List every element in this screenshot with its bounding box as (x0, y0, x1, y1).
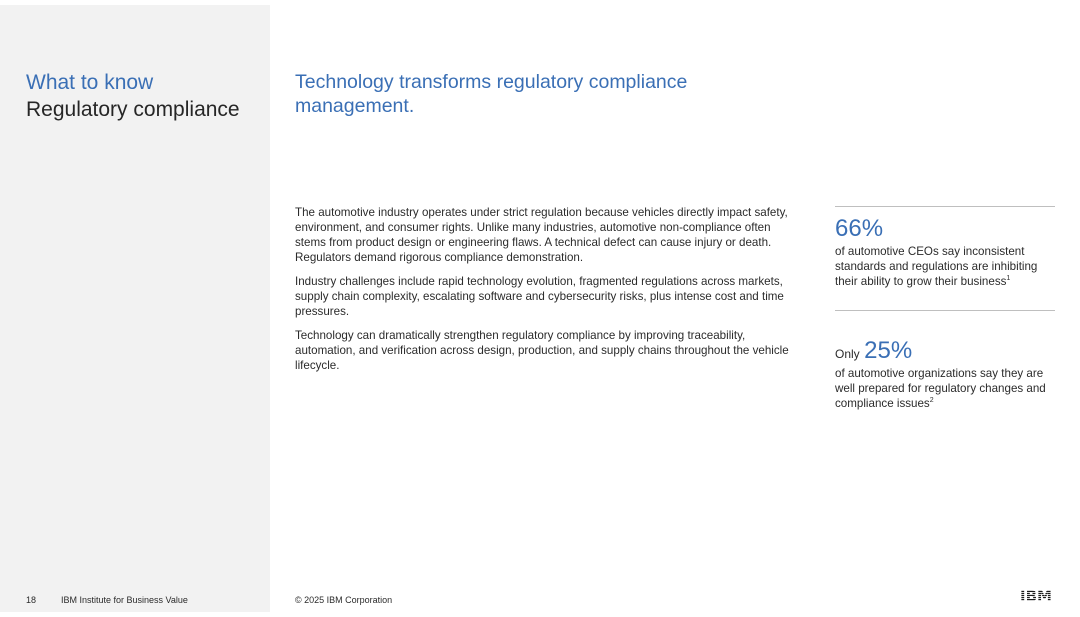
body-paragraph: Industry challenges include rapid technology evolution, fragmented regulations across markets, supply chain complexity, escalating software and cybersecurity risks, plus intense cost and time pressures. (295, 275, 784, 318)
stat-value: 66% (835, 215, 884, 242)
body-paragraph: Technology can dramatically strengthen regulatory compliance by improving traceability, automation, and verification across design, production, and supply chains throughout the vehicle lifecycle. (295, 329, 789, 372)
stat-divider (835, 206, 1055, 207)
copyright-notice: © 2025 IBM Corporation (295, 595, 393, 605)
ibm-logo (1017, 587, 1055, 603)
body-text (295, 205, 790, 382)
body-paragraph: The automotive industry operates under strict regulation because vehicles directly impact safety, environment, and consumer rights. Unlike many industries, automotive non-compliance often stems from product design or engineering flaws. A technical defect can cause injury or death. Regulators demand rigorous compliance demonstration. (295, 206, 788, 264)
footnote-marker: 2 (929, 397, 934, 405)
stat-description: of automotive organizations say they are well prepared for regulatory changes and compliance issues$^2$ (835, 367, 1046, 410)
stat-prefix: Only (835, 347, 860, 361)
stat-value: 25% (864, 337, 913, 364)
stat-description: of automotive CEOs say inconsistent standards and regulations are inhibiting their ability to grow their business$^1$ (835, 245, 1038, 288)
footnote-marker: 1 (1006, 275, 1011, 283)
svg-text:IBM: IBM (1020, 587, 1052, 603)
stat-divider (835, 310, 1055, 311)
stat-block-ceo (835, 216, 1055, 289)
page-number: 18 (26, 595, 37, 605)
section-title: Regulatory compliance (26, 98, 240, 121)
stat-block-organizations (835, 338, 1055, 411)
page-heading: Technology transforms regulatory compliance management. (295, 71, 688, 117)
publisher-name: IBM Institute for Business Value (61, 595, 188, 605)
section-eyebrow: What to know (26, 71, 154, 94)
